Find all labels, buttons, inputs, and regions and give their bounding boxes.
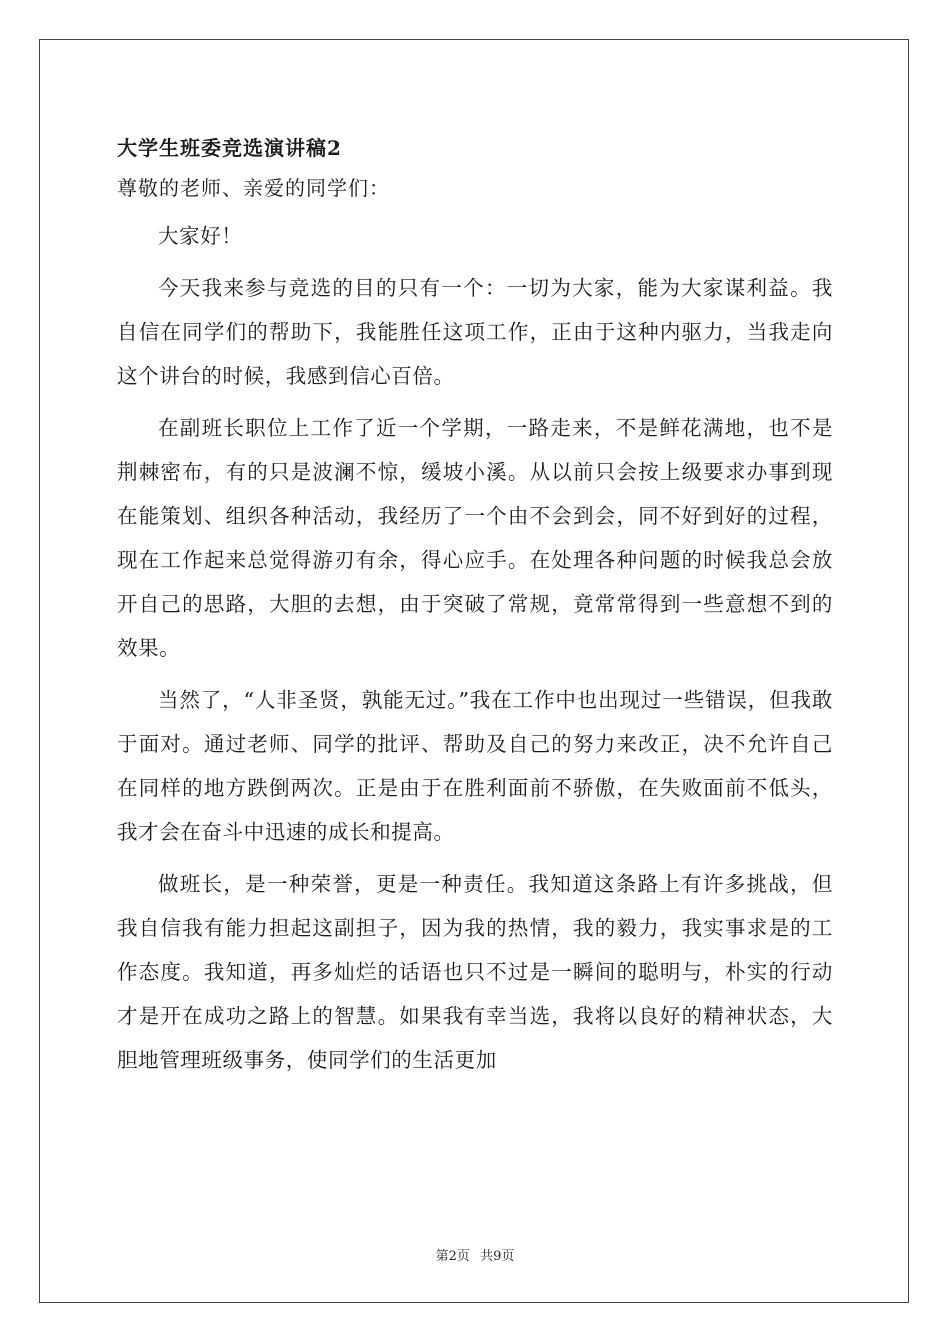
- paragraph-1: 今天我来参与竞选的目的只有一个：一切为大家，能为大家谋利益。我自信在同学们的帮助下，我能胜任这项工作，正由于这种内驱力，当我走向这个讲台的时候，我感到信心百倍。: [117, 276, 833, 388]
- document-body: [117, 132, 833, 1082]
- page-number: 第2页: [435, 1249, 470, 1264]
- paragraph-greeting: 大家好！: [158, 224, 243, 248]
- page-total: 共9页: [480, 1249, 515, 1264]
- paragraph-2: 在副班长职位上工作了近一个学期，一路走来，不是鲜花满地，也不是荆棘密布，有的只是波澜不惊，缓坡小溪。从以前只会按上级要求办事到现在能策划、组织各种活动，我经历了一个由不会到会，同不好到好的过程，现在工作起来总觉得游刃有余，得心应手。在处理各种问题的时候我总会放开自己的思路，大胆的去想，由于突破了常规，竟常常得到一些意想不到的效果。: [117, 416, 833, 660]
- page-footer: [0, 1245, 950, 1264]
- paragraph-3: 当然了，“人非圣贤，孰能无过。”我在工作中也出现过一些错误，但我敢于面对。通过老师、同学的批评、帮助及自己的努力来改正，决不允许自己在同样的地方跌倒两次。正是由于在胜利面前不骄傲，在失败面前不低头，我才会在奋斗中迅速的成长和提高。: [117, 688, 833, 844]
- salutation: 尊敬的老师、亲爱的同学们：: [117, 176, 390, 200]
- document-title: 大学生班委竞选演讲稿2: [117, 136, 342, 160]
- paragraph-4: 做班长，是一种荣誉，更是一种责任。我知道这条路上有许多挑战，但我自信我有能力担起这副担子，因为我的热情，我的毅力，我实事求是的工作态度。我知道，再多灿烂的话语也只不过是一瞬间的聪明与，朴实的行动才是开在成功之路上的智慧。如果我有幸当选，我将以良好的精神状态，大胆地管理班级事务，使同学们的生活更加: [117, 872, 833, 1072]
